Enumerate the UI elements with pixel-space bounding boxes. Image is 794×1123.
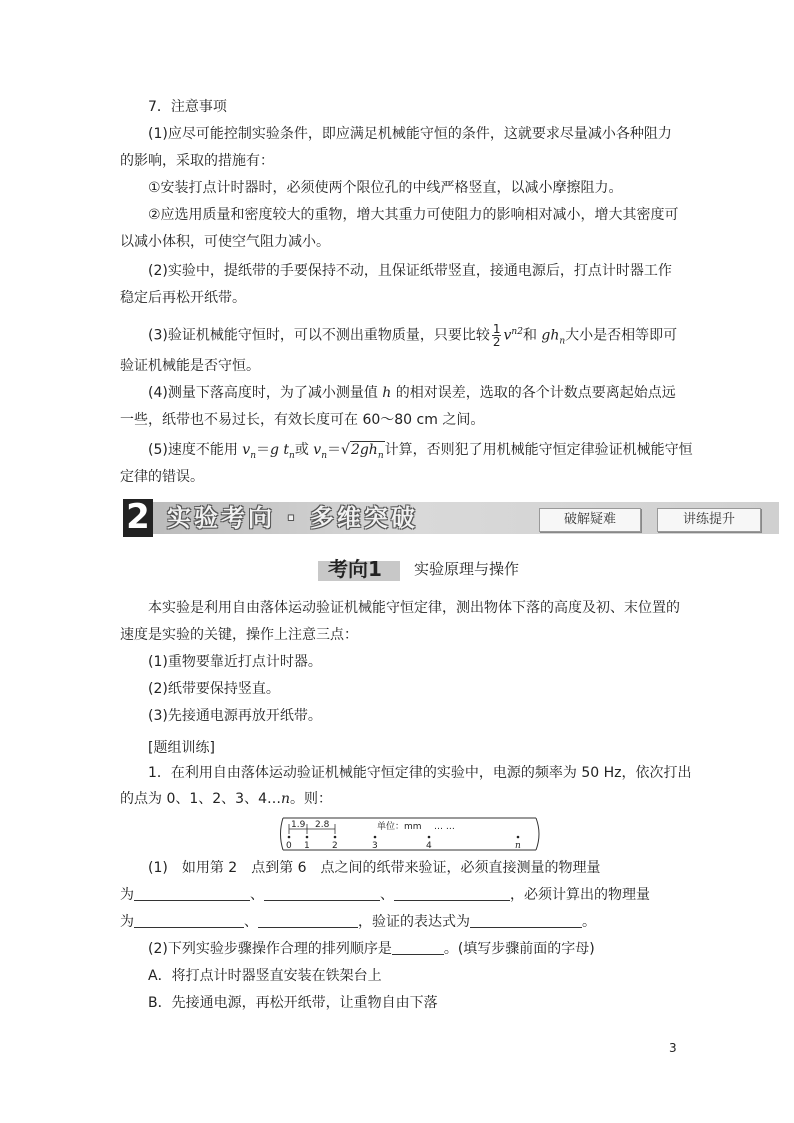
point-label-n: n	[515, 841, 521, 851]
answer-blank-measured-2[interactable]	[264, 885, 380, 901]
tag-crack-difficulties: 破解疑难	[539, 508, 641, 532]
distance-label-1: 1.9	[291, 820, 306, 830]
paragraph-1-line-2: 的影响，采取的措施有：	[120, 153, 274, 169]
unit-label: 单位：mm	[377, 822, 422, 832]
direction-subtitle: 实验原理与操作	[414, 560, 520, 578]
fraction-one-half: $\frac{1}{2}$	[492, 322, 501, 350]
intro-point-3: (3)先接通电源再放开纸带。	[148, 708, 322, 724]
sub-question-1-line-1: (1) 如用第 2 点到第 6 点之间的纸带来验证，必须直接测量的物理量	[148, 860, 601, 876]
measure-item-1: ①安装打点计时器时，必须使两个限位孔的中线严格竖直，以减小摩擦阻力。	[148, 180, 623, 196]
paragraph-3-line-2: 验证机械能是否守恒。	[120, 358, 260, 374]
section-banner	[123, 499, 779, 537]
intro-point-2: (2)纸带要保持竖直。	[148, 681, 280, 697]
intro-line-2: 速度是实验的关键，操作上注意三点：	[120, 627, 358, 643]
paragraph-1-line-1: (1)应尽可能控制实验条件，即应满足机械能守恒的条件，这就要求尽量减小各种阻力	[148, 126, 672, 142]
paper-tape-diagram	[277, 816, 543, 852]
paragraph-4-line-2: 一些，纸带也不易过长，有效长度可在 60～80 cm 之间。	[120, 412, 485, 428]
ellipsis-label: … …	[434, 822, 455, 832]
tape-dot-3	[374, 836, 377, 839]
answer-blank-order[interactable]	[392, 939, 444, 955]
paragraph-3-line-1: (3)验证机械能守恒时，可以不测出重物质量，只要比较 $\frac{1}{2}$ $v^{n2}$和 $gh_n$大小是否相等即可	[148, 322, 678, 350]
point-label-1: 1	[304, 841, 310, 851]
answer-blank-measured-3[interactable]	[394, 885, 510, 901]
distance-label-2: 2.8	[315, 820, 330, 830]
step-b: B．先接通电源，再松开纸带，让重物自由下落	[148, 995, 438, 1011]
exercise-group-label: [题组训练]	[148, 740, 215, 756]
sub-question-2: (2)下列实验步骤操作合理的排列顺序是 。(填写步骤前面的字母)	[148, 941, 595, 957]
answer-blank-measured-1[interactable]	[134, 885, 250, 901]
paragraph-5-line-1: (5)速度不能用 $v_n=g$ $t_n$或 $v_n=√2gh_n$计算，否则犯了用机械能守恒定律验证机械能守恒	[148, 442, 693, 461]
question-1-line-1: 1．在利用自由落体运动验证机械能守恒定律的实验中，电源的频率为 50 Hz，依次打出	[148, 765, 692, 781]
tape-right-edge	[536, 818, 539, 850]
section-number-badge: 2	[123, 499, 153, 537]
tape-dot-4	[428, 836, 431, 839]
point-label-0: 0	[286, 841, 292, 851]
answer-blank-computed-1[interactable]	[134, 912, 244, 928]
tape-dot-2	[334, 836, 337, 839]
tape-dot-1	[306, 836, 309, 839]
paragraph-4-line-1: (4)测量下落高度时，为了减小测量值 h 的相对误差，选取的各个计数点要离起始点远	[148, 385, 676, 401]
answer-blank-computed-2[interactable]	[258, 912, 358, 928]
step-a: A．将打点计时器竖直安装在铁架台上	[148, 968, 382, 984]
paragraph-2-line-1: (2)实验中，提纸带的手要保持不动，且保证纸带竖直，接通电源后，打点计时器工作	[148, 263, 672, 279]
tape-dot-0	[288, 836, 291, 839]
answer-blank-expression[interactable]	[470, 912, 582, 928]
direction-heading: 考向1	[318, 555, 400, 583]
banner-title: 实验考向 · 多维突破	[167, 504, 418, 532]
sub-question-1-line-3: 为 、 ，验证的表达式为 。	[120, 914, 596, 930]
point-label-4: 4	[426, 841, 432, 851]
page-number: 3	[669, 1041, 677, 1055]
point-label-3: 3	[372, 841, 378, 851]
paragraph-2-line-2: 稳定后再松开纸带。	[120, 290, 246, 306]
measure-item-2-line-2: 以减小体积，可使空气阻力减小。	[120, 234, 330, 250]
tape-left-edge	[281, 818, 284, 850]
intro-point-1: (1)重物要靠近打点计时器。	[148, 654, 322, 670]
tag-practice-improve: 讲练提升	[657, 508, 761, 532]
tape-dot-n	[517, 836, 520, 839]
sub-question-1-line-2: 为 、 、 ，必须计算出的物理量	[120, 887, 650, 903]
section-heading: 7．注意事项	[148, 99, 227, 115]
point-label-2: 2	[332, 841, 338, 851]
question-1-line-2: 的点为 0、1、2、3、4…n。则：	[120, 791, 333, 807]
intro-line-1: 本实验是利用自由落体运动验证机械能守恒定律，测出物体下落的高度及初、末位置的	[148, 600, 680, 616]
paragraph-5-line-2: 定律的错误。	[120, 469, 204, 485]
measure-item-2-line-1: ②应选用质量和密度较大的重物，增大其重力可使阻力的影响相对减小，增大其密度可	[148, 207, 679, 223]
